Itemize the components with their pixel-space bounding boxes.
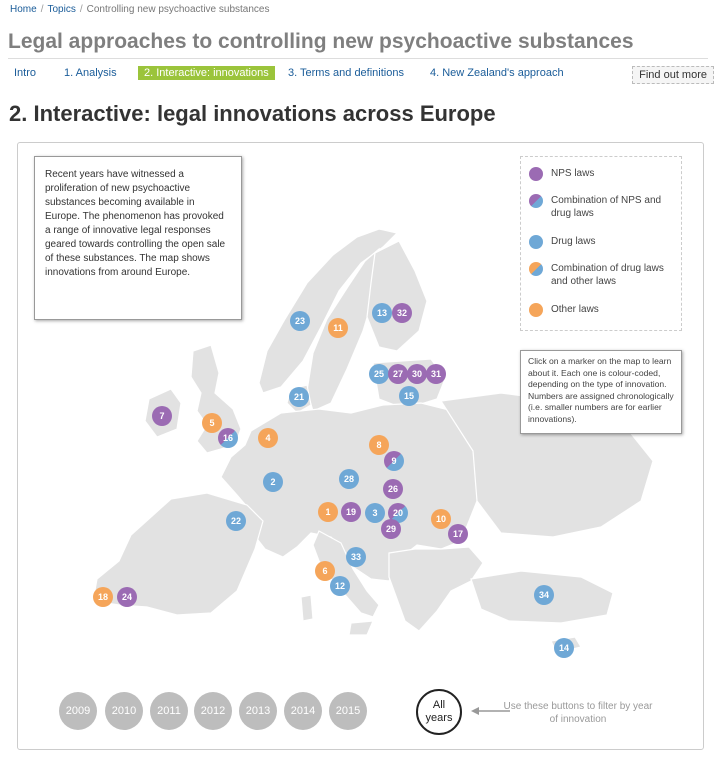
map-marker[interactable]: 6 — [315, 561, 335, 581]
breadcrumb-current: Controlling new psychoactive substances — [86, 4, 270, 15]
other-laws-swatch — [529, 303, 543, 317]
breadcrumb: Home / Topics / Controlling new psychoactive substances — [10, 4, 270, 15]
map-marker[interactable]: 21 — [289, 387, 309, 407]
nps-drug-laws-swatch — [529, 194, 543, 208]
legend-item-nps-drug-laws — [529, 194, 671, 220]
year-button-2013[interactable]: 2013 — [239, 692, 277, 730]
tab-terms-definitions[interactable]: 3. Terms and definitions — [288, 67, 404, 79]
tab-intro[interactable]: Intro — [14, 67, 37, 79]
intro-text-box: Recent years have witnessed a proliferation of new psychoactive substances becoming available in Europe. The phenomenon has provoked a range of innovative legal responses geared towards controlling the open sale of these substances. The map shows innovations from around Europe. — [34, 156, 242, 320]
map-marker[interactable]: 12 — [330, 576, 350, 596]
tab-bar — [8, 66, 714, 84]
legend-label: Drug laws — [551, 236, 596, 247]
map-marker[interactable]: 24 — [117, 587, 137, 607]
map-marker[interactable]: 30 — [407, 364, 427, 384]
map-marker[interactable]: 33 — [346, 547, 366, 567]
year-button-2011[interactable]: 2011 — [150, 692, 188, 730]
map-marker[interactable]: 23 — [290, 311, 310, 331]
map-marker[interactable]: 3 — [365, 503, 385, 523]
tab-interactive-innovations[interactable]: 2. Interactive: innovations — [138, 66, 275, 80]
year-button-2012[interactable]: 2012 — [194, 692, 232, 730]
year-button-2014[interactable]: 2014 — [284, 692, 322, 730]
map-marker[interactable]: 28 — [339, 469, 359, 489]
help-text-box: Click on a marker on the map to learn about it. Each one is colour-coded, depending on the type of innovation. Numbers are assigned chronologically (i.e. smaller numbers are for earlier innovations). — [520, 350, 682, 434]
map-marker[interactable]: 27 — [388, 364, 408, 384]
map-marker[interactable]: 16 — [218, 428, 238, 448]
all-years-line-1: All — [432, 698, 446, 711]
filter-hint: Use these buttons to filter by year of innovation — [503, 701, 653, 725]
find-out-more-button[interactable]: Find out more — [632, 66, 714, 84]
map-marker[interactable]: 32 — [392, 303, 412, 323]
map-marker[interactable]: 34 — [534, 585, 554, 605]
legend-label: Other laws — [551, 304, 599, 315]
map-marker[interactable]: 2 — [263, 472, 283, 492]
map-marker[interactable]: 17 — [448, 524, 468, 544]
map-marker[interactable]: 14 — [554, 638, 574, 658]
map-marker[interactable]: 15 — [399, 386, 419, 406]
section-heading: 2. Interactive: legal innovations across Europe — [9, 101, 496, 126]
nps-laws-swatch — [529, 167, 543, 181]
page-title: Legal approaches to controlling new psychoactive substances — [8, 30, 708, 59]
legend-item-drug-laws — [529, 235, 671, 249]
map-marker[interactable]: 26 — [383, 479, 403, 499]
map-marker[interactable]: 8 — [369, 435, 389, 455]
map-marker[interactable]: 19 — [341, 502, 361, 522]
legend-item-drug-other-laws — [529, 262, 671, 288]
tab-new-zealand[interactable]: 4. New Zealand's approach — [430, 67, 564, 79]
legend-item-nps-laws — [529, 167, 671, 181]
all-years-button[interactable] — [416, 689, 462, 735]
map-marker[interactable]: 18 — [93, 587, 113, 607]
map-marker[interactable]: 22 — [226, 511, 246, 531]
tab-analysis[interactable]: 1. Analysis — [64, 67, 117, 79]
breadcrumb-topics-link[interactable]: Topics — [47, 4, 76, 15]
year-button-2009[interactable]: 2009 — [59, 692, 97, 730]
legend — [520, 156, 682, 331]
legend-label: Combination of NPS and drug laws — [551, 195, 662, 219]
map-marker[interactable]: 1 — [318, 502, 338, 522]
map-marker[interactable]: 29 — [381, 519, 401, 539]
map-marker[interactable]: 20 — [388, 503, 408, 523]
map-marker[interactable]: 11 — [328, 318, 348, 338]
year-button-2010[interactable]: 2010 — [105, 692, 143, 730]
map-marker[interactable]: 7 — [152, 406, 172, 426]
map-marker[interactable]: 25 — [369, 364, 389, 384]
map-marker[interactable]: 9 — [384, 451, 404, 471]
all-years-line-2: years — [425, 712, 453, 724]
drug-laws-swatch — [529, 235, 543, 249]
legend-item-other-laws — [529, 303, 671, 317]
legend-label: Combination of drug laws and other laws — [551, 263, 664, 287]
map-marker[interactable]: 10 — [431, 509, 451, 529]
legend-label: NPS laws — [551, 168, 595, 179]
map-marker[interactable]: 13 — [372, 303, 392, 323]
year-button-2015[interactable]: 2015 — [329, 692, 367, 730]
drug-other-laws-swatch — [529, 262, 543, 276]
breadcrumb-home-link[interactable]: Home — [10, 4, 37, 15]
map-marker[interactable]: 4 — [258, 428, 278, 448]
map-marker[interactable]: 5 — [202, 413, 222, 433]
map-marker[interactable]: 31 — [426, 364, 446, 384]
